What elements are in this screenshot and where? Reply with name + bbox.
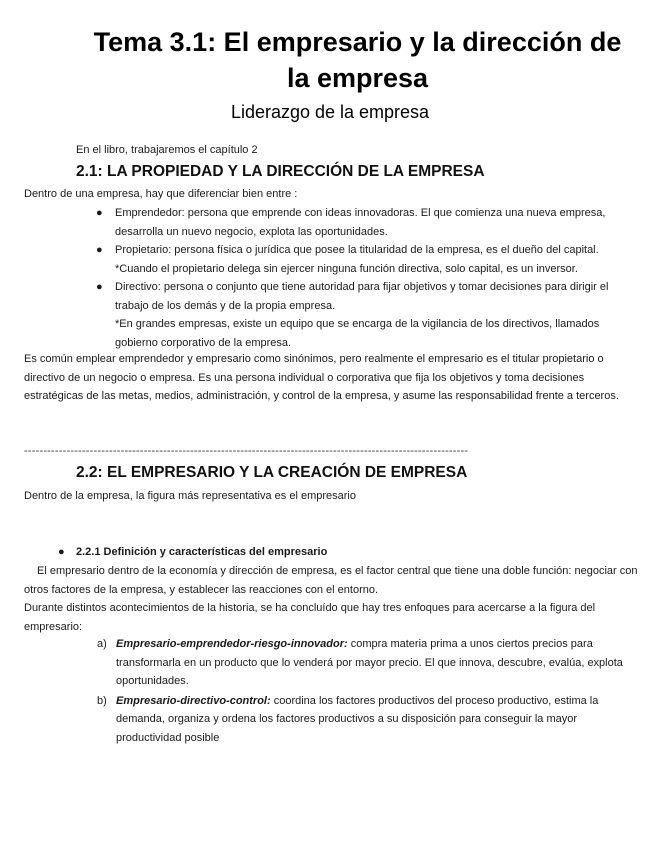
bullet-icon: ● [96, 281, 103, 293]
section-divider: ------------------------------------------------------------------------------------------------------------------- [24, 445, 469, 457]
list-item-text: Emprendedor: persona que emprende con ideas innovadoras. El que comienza una nueva empresa, desarrolla un nuevo negocio, explota las oportunidades. [115, 207, 606, 238]
list-item-text: Propietario: persona física o jurídica que posee la titularidad de la empresa, es el dueño del capital. [115, 244, 599, 256]
approach-term: Empresario-directivo-control: [116, 694, 271, 707]
list-item [97, 635, 637, 691]
bullet-icon: ● [96, 207, 103, 219]
list-item [96, 241, 641, 278]
list-item-note: *Cuando el propietario delega sin ejercer ninguna función directiva, solo capital, es un inversor. [115, 262, 578, 275]
list-marker: a) [97, 638, 107, 650]
section2-heading: 2.2: EL EMPRESARIO Y LA CREACIÓN DE EMPRESA [76, 464, 468, 481]
list-item [96, 204, 641, 241]
section2-para1: El empresario dentro de la economía y dirección de empresa, es el factor central que tiene una doble función: negociar con otros factores de la empresa, y establecer las reacciones con el entorno. [24, 565, 638, 596]
approach-term: Empresario-emprendedor-riesgo-innovador: [116, 638, 348, 650]
subsection-title: 2.2.1 Definición y características del empresario [76, 546, 328, 558]
section1-list [96, 204, 641, 352]
subsection-heading [58, 543, 327, 562]
page-subtitle: Liderazgo de la empresa [230, 102, 430, 122]
page-title: Tema 3.1: El empresario y la dirección de la empresa [93, 27, 622, 93]
section2-lead: Dentro de la empresa, la figura más representativa es el empresario [24, 490, 356, 502]
approach-text: coordina los factores productivos del proceso productivo, estima la demanda, organiza y ordena los factores productivos a su disposición para conseguir la mayor productividad posible [116, 694, 599, 744]
list-item-text: Directivo: persona o conjunto que tiene autoridad para fijar objetivos y tomar decisiones para dirigir el trabajo de los demás y de la propia empresa. [115, 281, 609, 312]
section1-lead: Dentro de una empresa, hay que diferenciar bien entre : [24, 188, 298, 200]
bullet-icon: ● [58, 546, 65, 558]
list-item-note: *En grandes empresas, existe un equipo que se encarga de la vigilancia de los directivos, llamados gobierno corporativo de la empresa. [115, 318, 600, 349]
list-item [96, 278, 641, 352]
section1-heading: 2.1: LA PROPIEDAD Y LA DIRECCIÓN DE LA EMPRESA [76, 163, 485, 180]
list-item [97, 692, 637, 748]
approaches-list [97, 635, 637, 747]
intro-note: En el libro, trabajaremos el capítulo 2 [76, 144, 258, 156]
section1-closing: Es común emplear emprendedor y empresario como sinónimos, pero realmente el empresario es el titular propietario o directivo de un negocio o empresa. Es una persona individual o corporativa que fija los objetivos y toma decisiones estratégicas de las metas, medios, administración, y control de la empresa, y asume las responsabilidad frente a terceros. [24, 353, 619, 402]
section2-para2: Durante distintos acontecimientos de la historia, se ha concluído que hay tres enfoques para acercarse a la figura del empresario: [24, 602, 596, 633]
bullet-icon: ● [96, 244, 103, 256]
approach-text: compra materia prima a unos ciertos precios para transformarla en un producto que lo venderá por mayor precio. El que innova, descubre, evalúa, explota oportunidades. [116, 638, 623, 687]
list-marker: b) [97, 694, 107, 707]
